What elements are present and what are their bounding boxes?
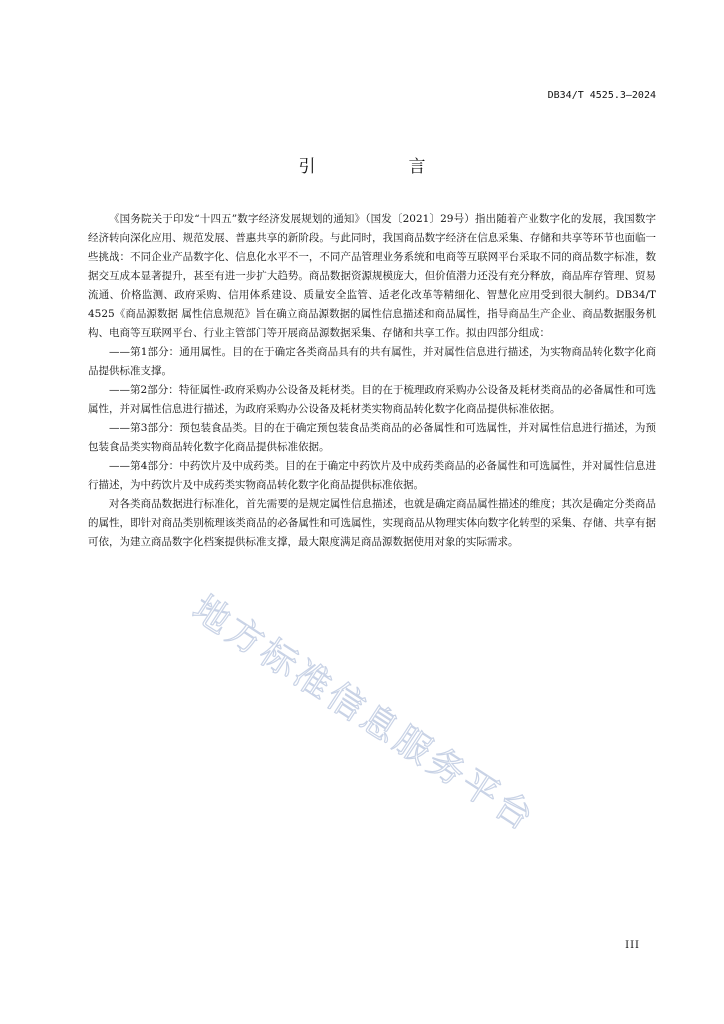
- paragraph: ——第4部分：中药饮片及中成药类。目的在于确定中药饮片及中成药类商品的必备属性和可选属性，并对属性信息进行描述，为中药饮片及中成药类实物商品转化数字化商品提供标准依据。: [88, 460, 656, 491]
- document-code: DB34/T 4525.3—2024: [547, 90, 656, 101]
- section-title: 引 言: [298, 157, 464, 177]
- paragraph: ——第3部分：预包装食品类。目的在于确定预包装食品类商品的必备属性和可选属性，并对属性信息进行描述，为预包装食品类实物商品转化数字化商品提供标准依据。: [88, 422, 656, 453]
- paragraph: ——第2部分：特征属性-政府采购办公设备及耗材类。目的在于梳理政府采购办公设备及耗材类商品的必备属性和可选属性，并对属性信息进行描述，为政府采购办公设备及耗材类实物商品转化数字化商品提供标准依据。: [88, 384, 656, 415]
- paragraph: 对各类商品数据进行标准化，首先需要的是规定属性信息描述，也就是确定商品属性描述的维度；其次是确定分类商品的属性，即针对商品类别梳理该类商品的必备属性和可选属性，实现商品从物理实体向数字化转型的采集、存储、共享有据可依，为建立商品数字化档案提供标准支撑，最大限度满足商品源数据使用对象的实际需求。: [88, 498, 656, 548]
- watermark-text: 地方标准信息服务平台: [185, 588, 543, 841]
- paragraph: 《国务院关于印发“十四五”数字经济发展规划的通知》（国发〔2021〕29号）指出随着产业数字化的发展，我国数字经济转向深化应用、规范发展、普惠共享的新阶段。与此同时，我国商品数字经济在信息采集、存储和共享等环节也面临一些挑战：不同企业产品数字化、信息化水平不一，不同产品管理业务系统和电商等互联网平台采取不同的商品数字标准，数据交互成本显著提升，甚至有进一步扩大趋势。商品数据资源规模庞大，但价值潜力还没有充分释放，商品库存管理、贸易流通、价格监测、政府采购、信用体系建设、质量安全监管、适老化改革等精细化、智慧化应用受到很大制约。DB34/T 4525《商品源数据 属性信息规范》旨在确立商品源数据的属性信息描述和商品属性，指导商品生产企业、商品数据服务机构、电商等互联网平台、行业主管部门等开展商品源数据采集、存储和共享工作。拟由四部分组成：: [88, 213, 656, 339]
- introduction-body: [88, 210, 656, 552]
- paragraph: ——第1部分：通用属性。目的在于确定各类商品具有的共有属性，并对属性信息进行描述，为实物商品转化数字化商品提供标准支撑。: [88, 346, 656, 377]
- page-number: III: [625, 940, 640, 951]
